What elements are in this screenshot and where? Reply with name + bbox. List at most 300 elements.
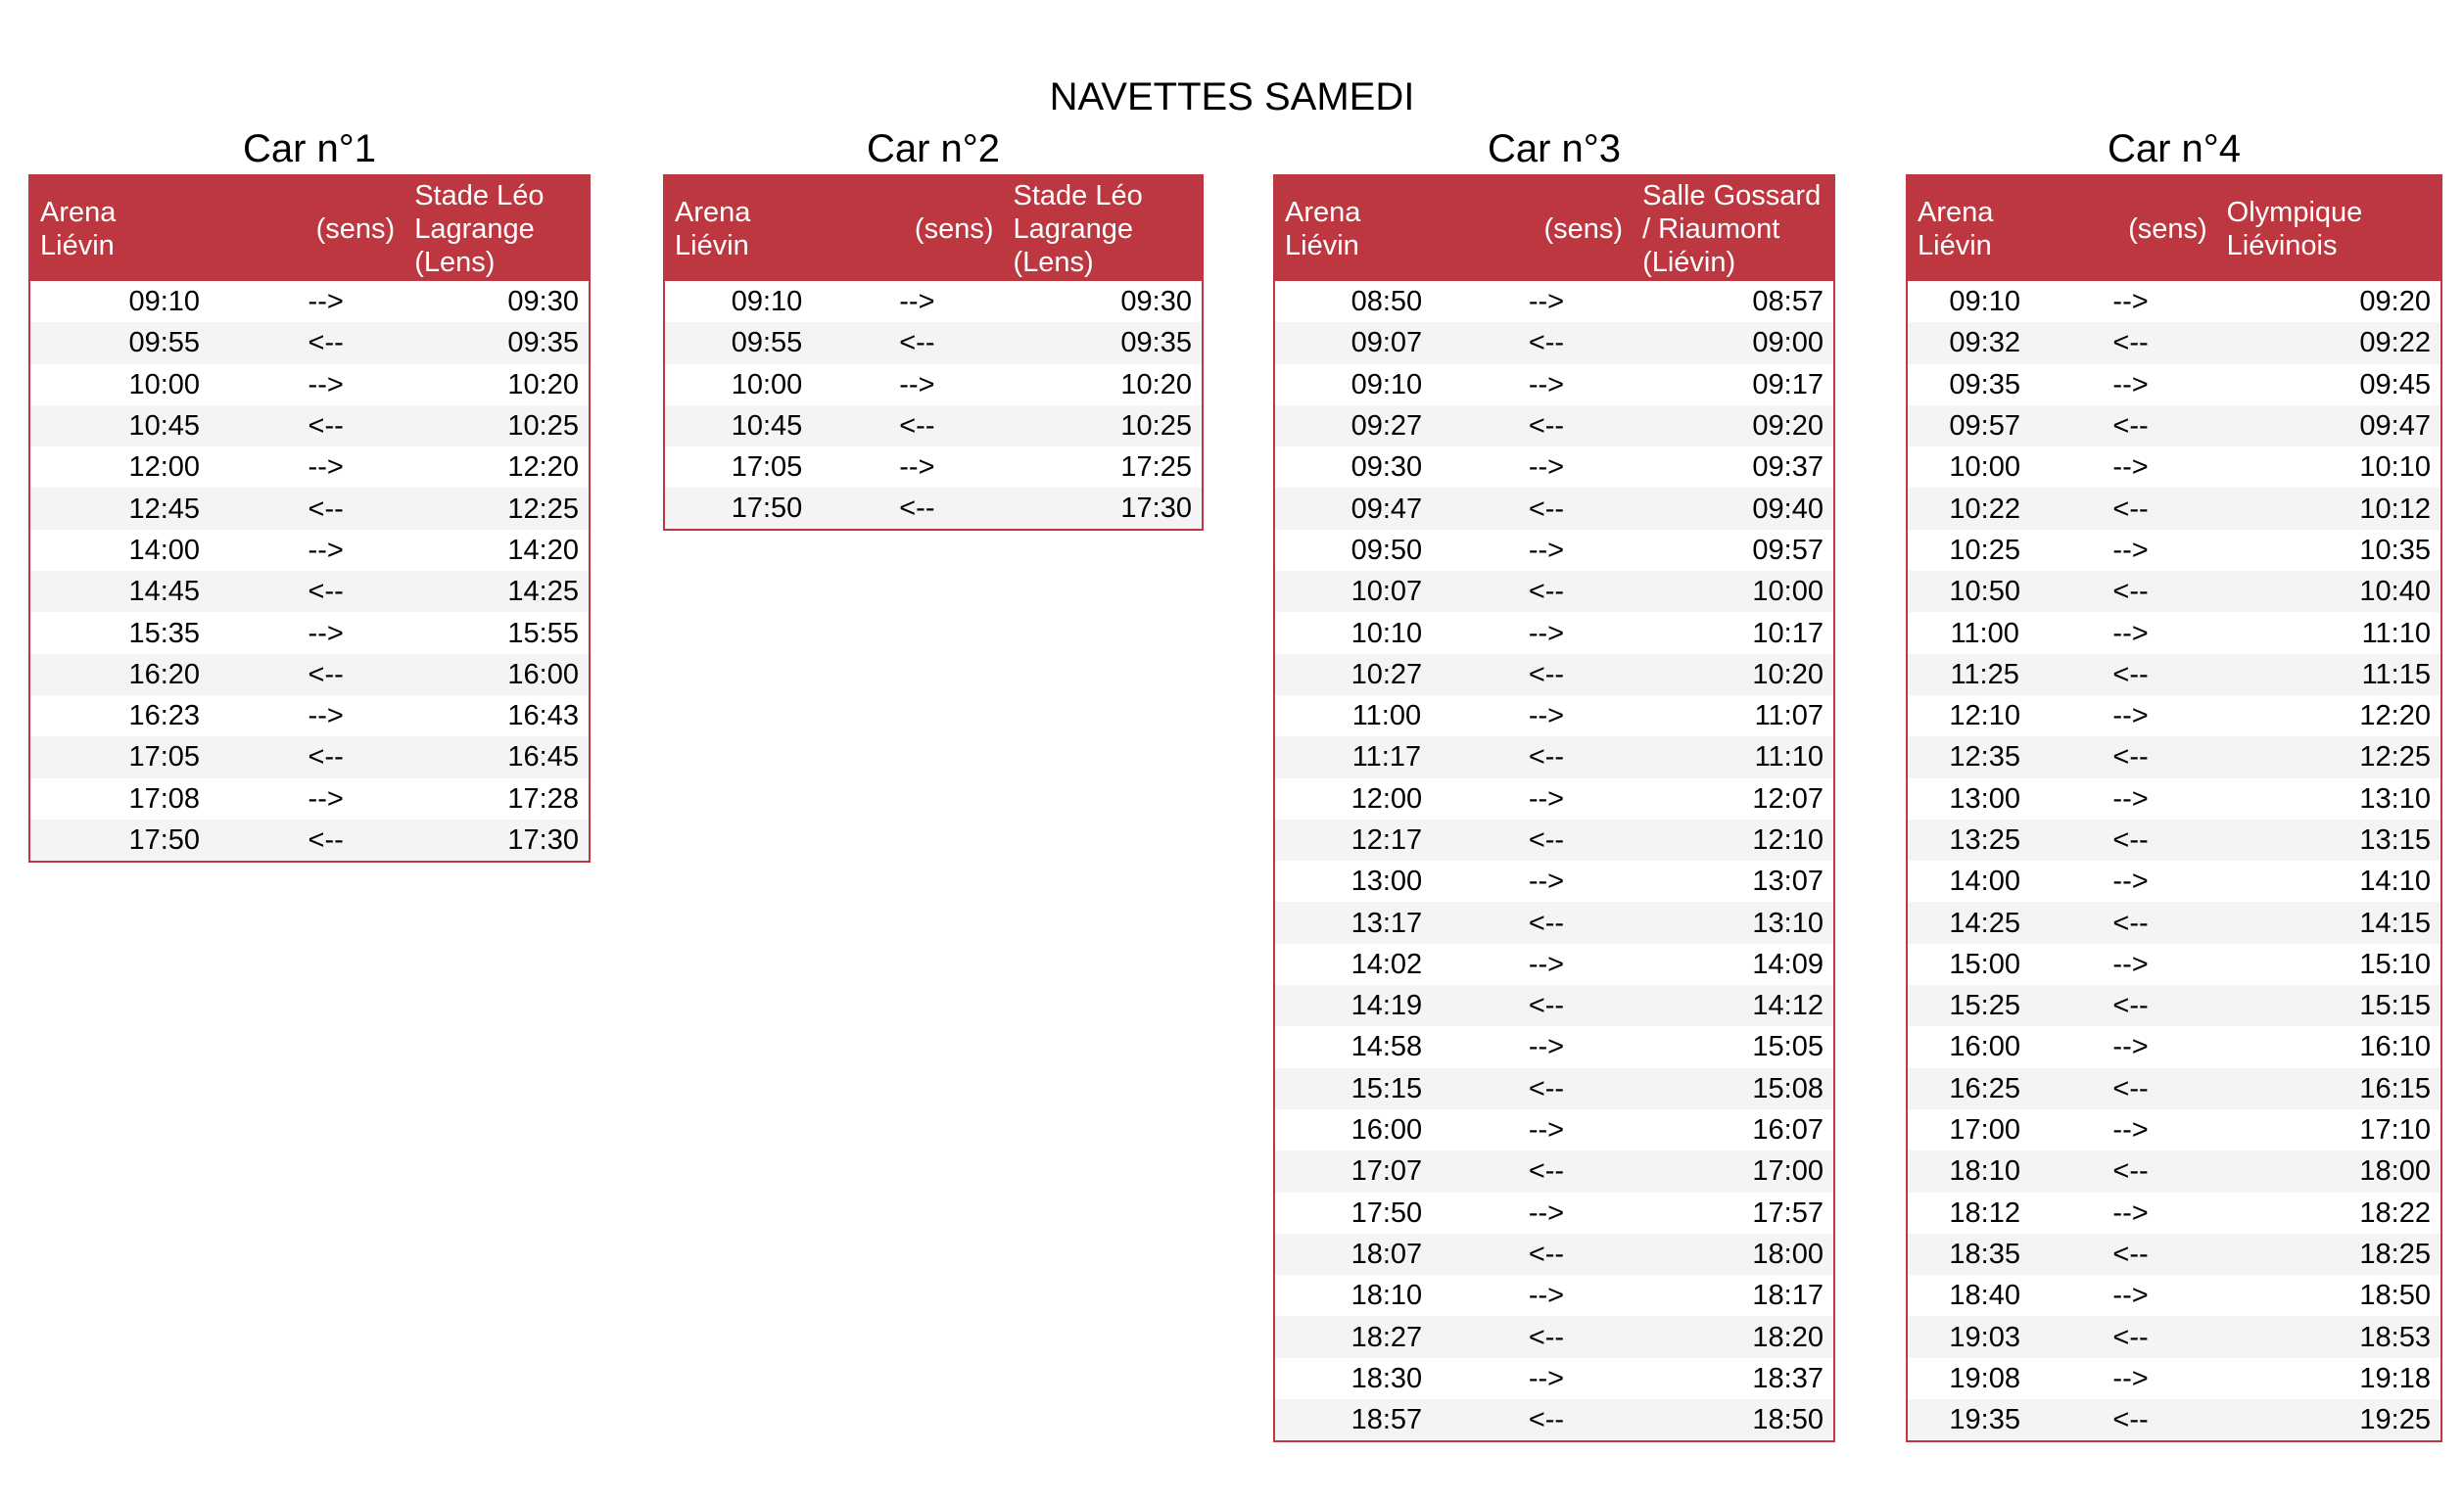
direction-arrow: <-- <box>1498 1399 1633 1441</box>
direction-arrow: <-- <box>299 405 405 446</box>
arrival-time: 17:30 <box>1004 488 1204 530</box>
table-row <box>29 612 590 653</box>
direction-arrow: --> <box>2061 1358 2216 1399</box>
table-row <box>1274 1109 1834 1150</box>
car-4-title: Car n°4 <box>2107 127 2242 170</box>
arrival-time: 14:25 <box>404 571 590 612</box>
departure-time: 18:10 <box>1274 1275 1498 1316</box>
departure-time: 10:50 <box>1907 571 2061 612</box>
table-row <box>1274 1358 1834 1399</box>
direction-arrow: <-- <box>2061 654 2216 695</box>
arrival-time: 10:25 <box>1004 405 1204 446</box>
departure-time: 09:57 <box>1907 405 2061 446</box>
table-row <box>29 322 590 363</box>
header-direction <box>1498 175 1633 281</box>
table-row <box>1907 1399 2441 1441</box>
table-row <box>1907 654 2441 695</box>
arrival-time: 09:00 <box>1633 322 1834 363</box>
table-row <box>1274 530 1834 571</box>
header-direction <box>2061 175 2216 281</box>
direction-arrow: --> <box>1498 364 1633 405</box>
departure-time: 12:00 <box>29 446 299 488</box>
arrival-time: 09:20 <box>1633 405 1834 446</box>
header-row <box>1274 175 1834 281</box>
table-row <box>1274 861 1834 902</box>
header-departure <box>1907 175 2061 281</box>
direction-arrow: --> <box>869 281 1004 322</box>
departure-time: 14:00 <box>29 530 299 571</box>
direction-arrow: --> <box>2061 944 2216 985</box>
direction-arrow: <-- <box>1498 1234 1633 1275</box>
header-arrival-label: Salle Gossard / Riaumont (Liévin) <box>1642 179 1822 278</box>
table-row <box>1274 695 1834 736</box>
departure-time: 10:00 <box>29 364 299 405</box>
arrival-time: 10:10 <box>2217 446 2441 488</box>
table-row <box>1907 1193 2441 1234</box>
arrival-time: 10:20 <box>404 364 590 405</box>
direction-arrow: <-- <box>2061 736 2216 777</box>
arrival-time: 12:07 <box>1633 778 1834 820</box>
table-row <box>1274 571 1834 612</box>
table-row <box>1274 820 1834 861</box>
direction-arrow: <-- <box>1498 1068 1633 1109</box>
departure-time: 17:50 <box>1274 1193 1498 1234</box>
departure-time: 15:25 <box>1907 985 2061 1026</box>
car-4-section <box>1906 123 2442 1442</box>
table-row <box>29 571 590 612</box>
direction-arrow: <-- <box>2061 488 2216 529</box>
table-row <box>29 778 590 820</box>
direction-arrow: <-- <box>1498 820 1633 861</box>
direction-arrow: --> <box>1498 446 1633 488</box>
header-direction-label: (sens) <box>914 212 994 245</box>
arrival-time: 19:18 <box>2217 1358 2441 1399</box>
arrival-time: 09:35 <box>1004 322 1204 363</box>
arrival-time: 17:25 <box>1004 446 1204 488</box>
table-row <box>1274 1026 1834 1067</box>
direction-arrow: <-- <box>2061 1234 2216 1275</box>
direction-arrow: <-- <box>1498 571 1633 612</box>
direction-arrow: <-- <box>2061 405 2216 446</box>
arrival-time: 14:20 <box>404 530 590 571</box>
direction-arrow: --> <box>2061 695 2216 736</box>
direction-arrow: <-- <box>299 736 405 777</box>
table-row <box>664 446 1203 488</box>
departure-time: 09:55 <box>29 322 299 363</box>
header-arrival-label: Stade Léo Lagrange (Lens) <box>414 179 545 278</box>
car-3-title: Car n°3 <box>1487 127 1622 170</box>
departure-time: 16:00 <box>1907 1026 2061 1067</box>
direction-arrow: <-- <box>2061 985 2216 1026</box>
arrival-time: 12:10 <box>1633 820 1834 861</box>
departure-time: 12:00 <box>1274 778 1498 820</box>
departure-time: 14:02 <box>1274 944 1498 985</box>
arrival-time: 15:15 <box>2217 985 2441 1026</box>
car-3-timetable <box>1273 174 1835 1442</box>
departure-time: 09:55 <box>664 322 869 363</box>
direction-arrow: --> <box>1498 1358 1633 1399</box>
departure-time: 10:00 <box>664 364 869 405</box>
header-direction <box>869 175 1004 281</box>
departure-time: 15:35 <box>29 612 299 653</box>
table-row <box>1274 405 1834 446</box>
arrival-time: 10:12 <box>2217 488 2441 529</box>
direction-arrow: --> <box>1498 944 1633 985</box>
table-row <box>1907 1234 2441 1275</box>
direction-arrow: --> <box>1498 530 1633 571</box>
arrival-time: 09:30 <box>404 281 590 322</box>
header-arrival-label: Olympique Liévinois <box>2226 196 2363 261</box>
table-row <box>1907 1358 2441 1399</box>
table-row <box>29 820 590 862</box>
direction-arrow: --> <box>1498 695 1633 736</box>
arrival-time: 10:20 <box>1004 364 1204 405</box>
table-row <box>29 281 590 322</box>
departure-time: 19:35 <box>1907 1399 2061 1441</box>
arrival-time: 09:30 <box>1004 281 1204 322</box>
departure-time: 09:50 <box>1274 530 1498 571</box>
direction-arrow: <-- <box>1498 405 1633 446</box>
table-row <box>1274 1150 1834 1192</box>
header-direction-label: (sens) <box>315 212 396 245</box>
departure-time: 10:07 <box>1274 571 1498 612</box>
departure-time: 09:10 <box>1274 364 1498 405</box>
table-row <box>1907 571 2441 612</box>
arrival-time: 11:10 <box>2217 612 2441 653</box>
table-row <box>1274 1193 1834 1234</box>
direction-arrow: --> <box>2061 612 2216 653</box>
table-row <box>1274 1234 1834 1275</box>
arrival-time: 10:20 <box>1633 654 1834 695</box>
table-row <box>29 446 590 488</box>
header-departure-label: Arena Liévin <box>675 196 751 261</box>
table-row <box>1274 778 1834 820</box>
departure-time: 12:10 <box>1907 695 2061 736</box>
departure-time: 09:30 <box>1274 446 1498 488</box>
direction-arrow: --> <box>1498 1275 1633 1316</box>
departure-time: 09:47 <box>1274 488 1498 529</box>
arrival-time: 09:40 <box>1633 488 1834 529</box>
direction-arrow: <-- <box>1498 322 1633 363</box>
direction-arrow: <-- <box>2061 902 2216 943</box>
departure-time: 17:08 <box>29 778 299 820</box>
car-4-timetable <box>1906 174 2442 1442</box>
departure-time: 19:03 <box>1907 1316 2061 1357</box>
direction-arrow: <-- <box>869 322 1004 363</box>
departure-time: 10:22 <box>1907 488 2061 529</box>
departure-time: 16:20 <box>29 654 299 695</box>
arrival-time: 15:55 <box>404 612 590 653</box>
arrival-time: 18:50 <box>2217 1275 2441 1316</box>
car-1-timetable <box>28 174 591 863</box>
header-direction-label: (sens) <box>2128 212 2207 245</box>
direction-arrow: <-- <box>299 322 405 363</box>
arrival-time: 10:00 <box>1633 571 1834 612</box>
direction-arrow: --> <box>869 446 1004 488</box>
arrival-time: 14:09 <box>1633 944 1834 985</box>
car-2-timetable <box>663 174 1204 531</box>
arrival-time: 09:22 <box>2217 322 2441 363</box>
arrival-time: 09:57 <box>1633 530 1834 571</box>
departure-time: 17:00 <box>1907 1109 2061 1150</box>
direction-arrow: --> <box>869 364 1004 405</box>
header-departure <box>1274 175 1498 281</box>
direction-arrow: --> <box>2061 778 2216 820</box>
page-title: NAVETTES SAMEDI <box>1049 75 1415 118</box>
departure-time: 13:00 <box>1274 861 1498 902</box>
departure-time: 18:40 <box>1907 1275 2061 1316</box>
arrival-time: 11:10 <box>1633 736 1834 777</box>
table-row <box>1274 1068 1834 1109</box>
arrival-time: 18:17 <box>1633 1275 1834 1316</box>
arrival-time: 16:10 <box>2217 1026 2441 1067</box>
departure-time: 18:12 <box>1907 1193 2061 1234</box>
direction-arrow: <-- <box>299 571 405 612</box>
arrival-time: 14:12 <box>1633 985 1834 1026</box>
direction-arrow: <-- <box>1498 1316 1633 1357</box>
arrival-time: 16:15 <box>2217 1068 2441 1109</box>
departure-time: 12:45 <box>29 488 299 529</box>
table-row <box>1274 1275 1834 1316</box>
car-3-section <box>1273 123 1835 1442</box>
direction-arrow: <-- <box>2061 1399 2216 1441</box>
direction-arrow: --> <box>2061 364 2216 405</box>
direction-arrow: --> <box>2061 1026 2216 1067</box>
direction-arrow: --> <box>2061 281 2216 322</box>
car-2-section <box>663 123 1204 531</box>
arrival-time: 09:17 <box>1633 364 1834 405</box>
arrival-time: 16:07 <box>1633 1109 1834 1150</box>
arrival-time: 16:43 <box>404 695 590 736</box>
table-row <box>664 364 1203 405</box>
table-row <box>1274 322 1834 363</box>
arrival-time: 12:20 <box>404 446 590 488</box>
table-row <box>1274 281 1834 322</box>
arrival-time: 16:00 <box>404 654 590 695</box>
arrival-time: 13:10 <box>2217 778 2441 820</box>
departure-time: 17:05 <box>29 736 299 777</box>
arrival-time: 18:37 <box>1633 1358 1834 1399</box>
departure-time: 09:32 <box>1907 322 2061 363</box>
arrival-time: 10:17 <box>1633 612 1834 653</box>
table-row <box>1907 736 2441 777</box>
arrival-time: 17:10 <box>2217 1109 2441 1150</box>
direction-arrow: <-- <box>1498 654 1633 695</box>
direction-arrow: <-- <box>1498 902 1633 943</box>
departure-time: 18:27 <box>1274 1316 1498 1357</box>
direction-arrow: <-- <box>1498 1150 1633 1192</box>
departure-time: 18:35 <box>1907 1234 2061 1275</box>
direction-arrow: --> <box>2061 1193 2216 1234</box>
departure-time: 14:45 <box>29 571 299 612</box>
departure-time: 09:10 <box>1907 281 2061 322</box>
departure-time: 09:27 <box>1274 405 1498 446</box>
header-departure-label: Arena Liévin <box>1285 196 1361 261</box>
header-row <box>1907 175 2441 281</box>
arrival-time: 12:20 <box>2217 695 2441 736</box>
table-row <box>1907 985 2441 1026</box>
table-row <box>1907 695 2441 736</box>
direction-arrow: --> <box>2061 1109 2216 1150</box>
direction-arrow: <-- <box>2061 820 2216 861</box>
direction-arrow: --> <box>299 695 405 736</box>
header-arrival <box>404 175 590 281</box>
departure-time: 15:15 <box>1274 1068 1498 1109</box>
departure-time: 17:05 <box>664 446 869 488</box>
direction-arrow: --> <box>299 530 405 571</box>
table-row <box>1907 1109 2441 1150</box>
table-row <box>1274 944 1834 985</box>
departure-time: 13:25 <box>1907 820 2061 861</box>
direction-arrow: --> <box>299 446 405 488</box>
departure-time: 14:00 <box>1907 861 2061 902</box>
table-row <box>1274 612 1834 653</box>
arrival-time: 15:10 <box>2217 944 2441 985</box>
departure-time: 09:10 <box>664 281 869 322</box>
departure-time: 18:57 <box>1274 1399 1498 1441</box>
table-row <box>1274 654 1834 695</box>
table-row <box>1907 861 2441 902</box>
arrival-time: 11:07 <box>1633 695 1834 736</box>
departure-time: 16:00 <box>1274 1109 1498 1150</box>
departure-time: 11:00 <box>1907 612 2061 653</box>
direction-arrow: <-- <box>2061 571 2216 612</box>
direction-arrow: --> <box>299 281 405 322</box>
table-row <box>29 530 590 571</box>
direction-arrow: <-- <box>869 488 1004 530</box>
departure-time: 11:00 <box>1274 695 1498 736</box>
direction-arrow: --> <box>1498 281 1633 322</box>
table-row <box>1907 778 2441 820</box>
direction-arrow: --> <box>1498 778 1633 820</box>
table-row <box>1907 364 2441 405</box>
header-row <box>664 175 1203 281</box>
table-row <box>29 364 590 405</box>
table-row <box>1274 736 1834 777</box>
table-row <box>1274 488 1834 529</box>
departure-time: 11:17 <box>1274 736 1498 777</box>
direction-arrow: <-- <box>2061 322 2216 363</box>
arrival-time: 19:25 <box>2217 1399 2441 1441</box>
departure-time: 14:58 <box>1274 1026 1498 1067</box>
arrival-time: 17:57 <box>1633 1193 1834 1234</box>
arrival-time: 10:40 <box>2217 571 2441 612</box>
table-row <box>1274 1316 1834 1357</box>
arrival-time: 13:15 <box>2217 820 2441 861</box>
table-row <box>1907 530 2441 571</box>
car-1-title: Car n°1 <box>242 127 377 170</box>
table-row <box>1907 820 2441 861</box>
table-row <box>29 654 590 695</box>
arrival-time: 09:47 <box>2217 405 2441 446</box>
table-row <box>29 736 590 777</box>
direction-arrow: <-- <box>2061 1150 2216 1192</box>
departure-time: 17:50 <box>29 820 299 862</box>
departure-time: 16:25 <box>1907 1068 2061 1109</box>
departure-time: 10:27 <box>1274 654 1498 695</box>
arrival-time: 14:10 <box>2217 861 2441 902</box>
table-row <box>1907 405 2441 446</box>
table-row <box>1907 1275 2441 1316</box>
arrival-time: 12:25 <box>2217 736 2441 777</box>
direction-arrow: <-- <box>299 488 405 529</box>
arrival-time: 18:22 <box>2217 1193 2441 1234</box>
table-row <box>1274 1399 1834 1441</box>
arrival-time: 09:35 <box>404 322 590 363</box>
direction-arrow: --> <box>1498 1026 1633 1067</box>
car-2-title: Car n°2 <box>866 127 1001 170</box>
departure-time: 17:07 <box>1274 1150 1498 1192</box>
table-row <box>1274 446 1834 488</box>
direction-arrow: <-- <box>299 820 405 862</box>
arrival-time: 18:20 <box>1633 1316 1834 1357</box>
direction-arrow: --> <box>299 612 405 653</box>
direction-arrow: <-- <box>1498 488 1633 529</box>
departure-time: 10:10 <box>1274 612 1498 653</box>
header-arrival <box>1004 175 1204 281</box>
departure-time: 08:50 <box>1274 281 1498 322</box>
direction-arrow: --> <box>1498 1193 1633 1234</box>
header-departure-label: Arena Liévin <box>1918 196 1994 261</box>
table-row <box>1907 612 2441 653</box>
direction-arrow: --> <box>1498 612 1633 653</box>
direction-arrow: <-- <box>1498 985 1633 1026</box>
direction-arrow: <-- <box>2061 1316 2216 1357</box>
arrival-time: 17:30 <box>404 820 590 862</box>
departure-time: 13:00 <box>1907 778 2061 820</box>
arrival-time: 18:53 <box>2217 1316 2441 1357</box>
arrival-time: 18:50 <box>1633 1399 1834 1441</box>
direction-arrow: <-- <box>869 405 1004 446</box>
departure-time: 09:35 <box>1907 364 2061 405</box>
table-row <box>1274 985 1834 1026</box>
arrival-time: 13:10 <box>1633 902 1834 943</box>
header-departure-label: Arena Liévin <box>40 196 117 261</box>
direction-arrow: --> <box>1498 861 1633 902</box>
header-departure <box>29 175 299 281</box>
departure-time: 16:23 <box>29 695 299 736</box>
table-row <box>1274 902 1834 943</box>
header-arrival <box>2217 175 2441 281</box>
table-row <box>29 488 590 529</box>
departure-time: 17:50 <box>664 488 869 530</box>
car-1-section <box>28 123 591 863</box>
table-row <box>664 322 1203 363</box>
departure-time: 14:19 <box>1274 985 1498 1026</box>
departure-time: 09:10 <box>29 281 299 322</box>
departure-time: 15:00 <box>1907 944 2061 985</box>
arrival-time: 09:45 <box>2217 364 2441 405</box>
direction-arrow: <-- <box>1498 736 1633 777</box>
departure-time: 13:17 <box>1274 902 1498 943</box>
table-row <box>29 405 590 446</box>
table-row <box>1907 281 2441 322</box>
table-row <box>1907 1026 2441 1067</box>
departure-time: 10:00 <box>1907 446 2061 488</box>
table-row <box>29 695 590 736</box>
arrival-time: 16:45 <box>404 736 590 777</box>
arrival-time: 14:15 <box>2217 902 2441 943</box>
arrival-time: 15:05 <box>1633 1026 1834 1067</box>
direction-arrow: --> <box>299 364 405 405</box>
arrival-time: 18:25 <box>2217 1234 2441 1275</box>
arrival-time: 17:00 <box>1633 1150 1834 1192</box>
arrival-time: 13:07 <box>1633 861 1834 902</box>
arrival-time: 15:08 <box>1633 1068 1834 1109</box>
direction-arrow: <-- <box>299 654 405 695</box>
arrival-time: 08:57 <box>1633 281 1834 322</box>
arrival-time: 17:28 <box>404 778 590 820</box>
